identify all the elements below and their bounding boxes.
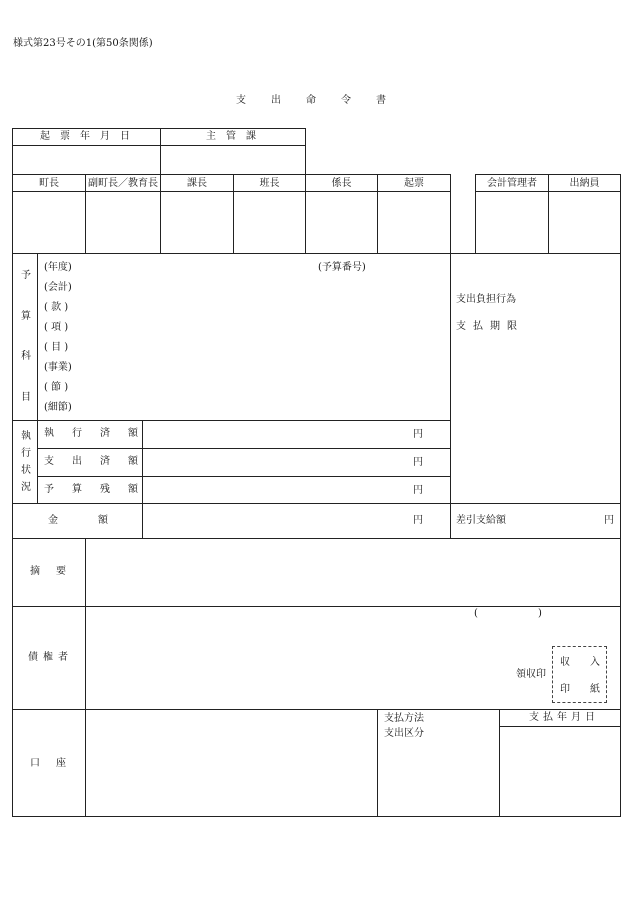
table-rule-line — [499, 726, 621, 727]
creditor-paren-close: ) — [538, 608, 542, 619]
form-text-char: 払 — [473, 321, 483, 332]
exec-amount-field-1[interactable] — [144, 422, 404, 446]
form-text-char: 課 — [246, 131, 256, 142]
form-text-char: 済 — [100, 428, 110, 439]
table-rule-line — [450, 174, 451, 539]
form-text-char: 日 — [120, 131, 130, 142]
form-text-char: 行 — [72, 428, 82, 439]
form-text-char: 権 — [43, 652, 53, 663]
form-text-char: 出 — [271, 95, 281, 106]
stamp-cell-kakaricho[interactable] — [306, 192, 377, 253]
document-title — [236, 95, 396, 107]
budget-item-moku: ( 目 ) — [44, 342, 69, 353]
form-text-char: 要 — [56, 566, 66, 577]
budget-side-label-1: 予 — [21, 270, 31, 281]
form-text-char: 座 — [56, 758, 66, 769]
form-text-char: 主 — [206, 131, 216, 142]
budget-side-label-4: 目 — [21, 392, 31, 403]
approval-label-kacho: 課長 — [187, 178, 207, 189]
kihyo-date-field[interactable] — [13, 146, 159, 173]
form-text-char: 出 — [72, 456, 82, 467]
form-text-char: 残 — [100, 484, 110, 495]
table-rule-line — [377, 709, 378, 817]
amount-unit: 円 — [413, 515, 423, 526]
form-text-char: 払 — [543, 712, 553, 723]
kihyo-date-label — [12, 131, 160, 143]
table-rule-line — [12, 709, 621, 710]
stamp-cell-kihyo[interactable] — [378, 192, 450, 253]
form-text-char: 書 — [376, 95, 386, 106]
form-text-char: 者 — [58, 652, 68, 663]
form-text-char: 管 — [226, 131, 236, 142]
budget-item-saisetsu: (細節) — [44, 402, 72, 413]
payment-date-field[interactable] — [501, 728, 619, 815]
form-text-char: 摘 — [30, 566, 40, 577]
form-text-char: 期 — [490, 321, 500, 332]
exec-row-unit-2: 円 — [413, 457, 423, 468]
exec-row-label-shikko — [44, 428, 140, 440]
form-text-char: 入 — [590, 657, 600, 668]
exec-row-label-zangaku — [44, 484, 140, 496]
form-number: 様式第23号その1(第50条関係) — [13, 38, 153, 49]
exec-side-label-1: 執 — [21, 431, 31, 442]
creditor-paren-open: ( — [474, 608, 478, 619]
account-label — [12, 758, 85, 770]
payment-date-label — [499, 712, 621, 724]
form-text-char: 日 — [585, 712, 595, 723]
table-rule-line — [12, 128, 305, 129]
summary-label — [12, 566, 85, 578]
account-field[interactable] — [87, 711, 375, 815]
form-text-char: 金 — [48, 515, 58, 526]
form-text-char: 命 — [306, 95, 316, 106]
amount-label — [12, 515, 142, 527]
approval-label-hancho: 班長 — [259, 178, 280, 189]
receipt-seal-label: 領収印 — [516, 669, 546, 680]
budget-side-label-3: 科 — [21, 351, 31, 362]
exec-side-label-2: 行 — [21, 448, 31, 459]
payment-method-field[interactable] — [379, 744, 497, 814]
summary-field[interactable] — [87, 540, 619, 604]
exec-row-label-shishutsu — [44, 456, 140, 468]
table-rule-line — [305, 128, 306, 174]
form-text-char: 令 — [341, 95, 351, 106]
form-text-char: 額 — [128, 428, 138, 439]
exec-row-unit-3: 円 — [413, 485, 423, 496]
table-rule-line — [12, 174, 13, 817]
sashihiki-unit: 円 — [604, 515, 614, 526]
form-text-char: 年 — [80, 131, 90, 142]
stamp-cell-fukuchocho[interactable] — [86, 192, 160, 253]
shukan-label — [160, 131, 305, 143]
table-rule-line — [85, 538, 86, 817]
form-text-char: 債 — [28, 652, 38, 663]
form-text-char: 限 — [507, 321, 517, 332]
form-text-char: 済 — [100, 456, 110, 467]
approval-label-kihyo: 起票 — [404, 178, 424, 189]
form-text-char: 紙 — [590, 684, 600, 695]
form-text-char: 額 — [128, 484, 138, 495]
form-text-char: 支 — [44, 456, 54, 467]
table-rule-line — [12, 174, 450, 175]
creditor-field[interactable] — [87, 622, 507, 706]
budget-number-label: (予算番号) — [318, 262, 366, 273]
table-rule-line — [12, 503, 621, 504]
exec-side-label-3: 状 — [21, 465, 31, 476]
budget-item-nendo: (年度) — [44, 262, 72, 273]
table-rule-line — [12, 420, 451, 421]
form-text-char: 執 — [44, 428, 54, 439]
form-text-char: 額 — [98, 515, 108, 526]
approval-label-suitoin: 出納員 — [569, 178, 600, 189]
exec-amount-field-3[interactable] — [144, 478, 404, 502]
budget-side-label-2: 算 — [21, 311, 31, 322]
form-text-char: 算 — [72, 484, 82, 495]
form-text-char: 支 — [529, 712, 539, 723]
exec-amount-field-2[interactable] — [144, 450, 404, 474]
table-rule-line — [12, 816, 621, 817]
form-text-char: 月 — [100, 131, 110, 142]
payment-method-label: 支払方法 — [384, 713, 424, 724]
stamp-cell-hancho[interactable] — [234, 192, 305, 253]
stamp-cell-kaikei[interactable] — [476, 192, 548, 253]
expense-category-label: 支出区分 — [384, 728, 424, 739]
amount-field[interactable] — [144, 506, 404, 536]
budget-item-kan: ( 款 ) — [44, 302, 69, 313]
budget-item-jigyo: (事業) — [44, 362, 72, 373]
exec-side-label-4: 況 — [21, 482, 31, 493]
creditor-label — [12, 652, 85, 664]
form-text-char: 収 — [560, 657, 570, 668]
form-text-char: 予 — [44, 484, 54, 495]
shukan-field[interactable] — [161, 146, 304, 173]
approval-label-chocho: 町長 — [39, 178, 59, 189]
approval-label-kakaricho: 係長 — [331, 178, 352, 189]
budget-item-ko: ( 項 ) — [44, 322, 69, 333]
form-text-char: 起 — [40, 131, 50, 142]
shiharai-kigen-label — [456, 321, 526, 333]
budget-fields[interactable] — [80, 258, 448, 418]
table-rule-line — [37, 476, 451, 477]
approval-label-kaikei: 会計管理者 — [487, 178, 537, 189]
table-rule-line — [12, 538, 621, 539]
form-text-char: 支 — [456, 321, 466, 332]
stamp-cell-kacho[interactable] — [161, 192, 233, 253]
table-rule-line — [12, 253, 621, 254]
sashihiki-label: 差引支給額 — [456, 515, 506, 526]
budget-item-setsu: ( 節 ) — [44, 382, 69, 393]
form-text-char: 口 — [30, 758, 40, 769]
table-rule-line — [142, 420, 143, 539]
form-text-char: 年 — [557, 712, 567, 723]
exec-row-unit-1: 円 — [413, 429, 423, 440]
form-text-char: 額 — [128, 456, 138, 467]
table-rule-line — [37, 448, 451, 449]
budget-item-kaikei: (会計) — [44, 282, 72, 293]
stamp-cell-chocho[interactable] — [13, 192, 85, 253]
approval-label-fukuchocho: 副町長／教育長 — [88, 178, 158, 189]
table-rule-line — [12, 606, 621, 607]
form-text-char: 印 — [560, 684, 570, 695]
shishutsu-futan-label: 支出負担行為 — [456, 294, 516, 305]
form-text-char: 月 — [571, 712, 581, 723]
stamp-cell-suitoin[interactable] — [549, 192, 620, 253]
form-text-char: 票 — [60, 131, 70, 142]
revenue-stamp-box[interactable] — [552, 646, 607, 703]
form-text-char: 支 — [236, 95, 246, 106]
table-rule-line — [37, 253, 38, 503]
